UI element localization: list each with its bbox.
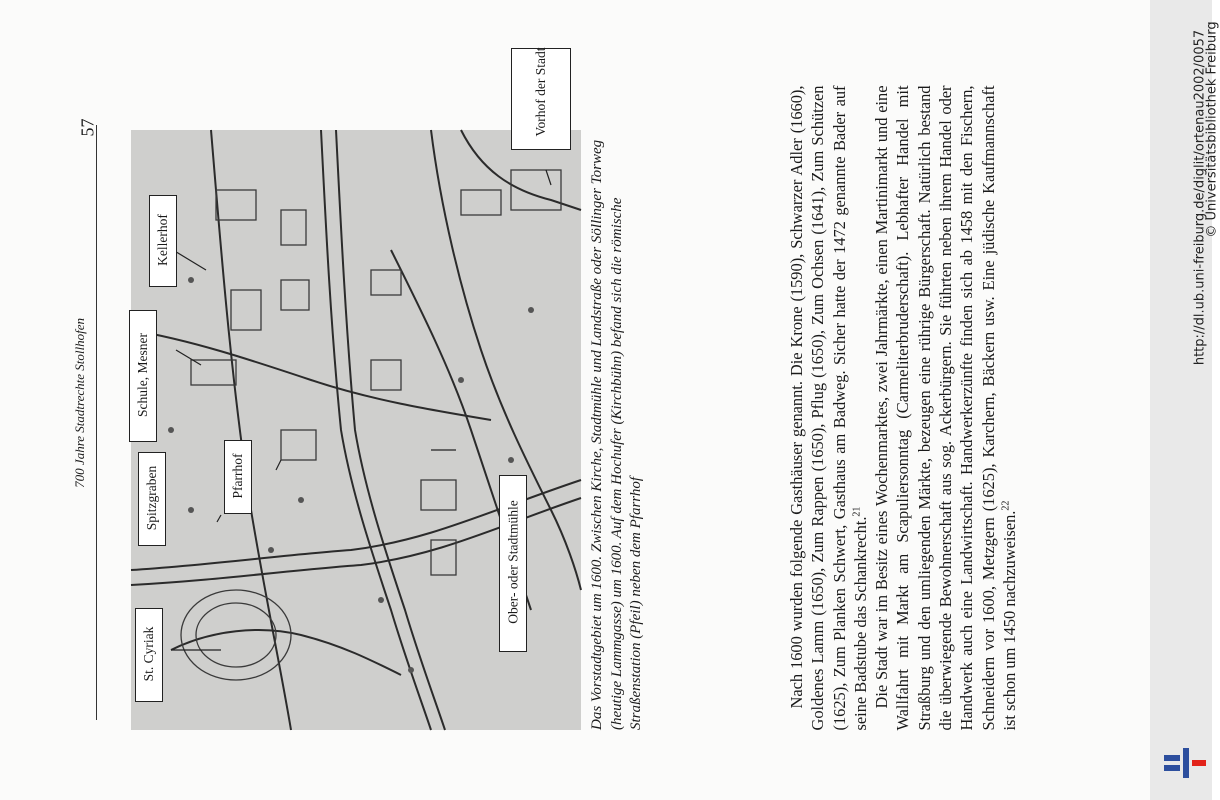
map-label-pfarrhof: Pfarrhof bbox=[224, 440, 252, 514]
map-label-vorhof: Vorhof der Stadt bbox=[511, 48, 571, 150]
copyright-notice: © Universitätsbibliothek Freiburg bbox=[1204, 21, 1220, 238]
map-label-spitzgraben: Spitzgraben bbox=[138, 452, 166, 546]
historical-map bbox=[131, 130, 581, 730]
map-label-kellerhof: Kellerhof bbox=[149, 195, 177, 287]
map-label-stadtmuehle: Ober- oder Stadtmühle bbox=[499, 475, 527, 652]
figure-caption: Das Vorstadtgebiet um 1600. Zwischen Kirche, Stadtmühle und Landstraße oder Söllinger Torweg (heutige Lammgasse) um 1600. Auf dem Hochufer (Kirchbühn) befand sich die römische Straßenstation (Pfeil) neben dem Pfarrhof bbox=[588, 139, 644, 730]
running-header: 700 Jahre Stadtrechte Stollhofen bbox=[72, 318, 87, 488]
footnote-ref-22: 22 bbox=[999, 500, 1011, 511]
map-label-st-cyriak: St. Cyriak bbox=[135, 608, 163, 702]
header-rule bbox=[96, 125, 97, 720]
page-number: 57 bbox=[77, 118, 98, 137]
map-label-schule-mesner: Schule, Mesner bbox=[129, 310, 157, 442]
body-text bbox=[745, 85, 1060, 730]
source-url[interactable]: http://dl.ub.uni-freiburg.de/diglit/ortenau2002/0057 bbox=[1192, 29, 1208, 366]
ub-freiburg-logo-icon bbox=[1164, 748, 1206, 778]
paragraph-2: Die Stadt war im Besitz eines Wochenmarktes, zwei Jahrmärkte, einen Martinimarkt und eine Wallfahrt mit Markt am Scapuliersonntag (Carmeliterbruderschaft). Lebhafter Handel mit Straßburg und den umliegenden Märkte, bezeugen eine rührige Bürgerschaft. Natürlich bestand die überwiegende Bewohnerschaft aus sog. Ackerbürgern. Sie führten neben ihrem Handel oder Handwerk auch eine Landwirtschaft. Handwerkerzünfte finden sich ab 1458 mit den Fischern, Schneidern vor 1600, Metzgern (1625), Karchern, Bäckern usw. Eine jüdische Kaufmannschaft ist schon um 1450 nachzuweisen.$^{22}$ bbox=[871, 85, 1019, 730]
paragraph-1: Nach 1600 wurden folgende Gasthäuser genannt. Die Krone (1590), Schwarzer Adler (1660), Goldenes Lamm (1650), Zum Rappen (1650), Pflug (1650), Zum Ochsen (1641), Zum Schützen (1625), Zum Planken Schwert, Gasthaus am Badweg. Sicher hatte der 1472 genannte Bader auf seine Badstube das Schankrecht.$^{21}$ bbox=[786, 85, 870, 730]
footnote-ref-21: 21 bbox=[850, 506, 862, 517]
library-sidebar bbox=[1150, 0, 1220, 800]
